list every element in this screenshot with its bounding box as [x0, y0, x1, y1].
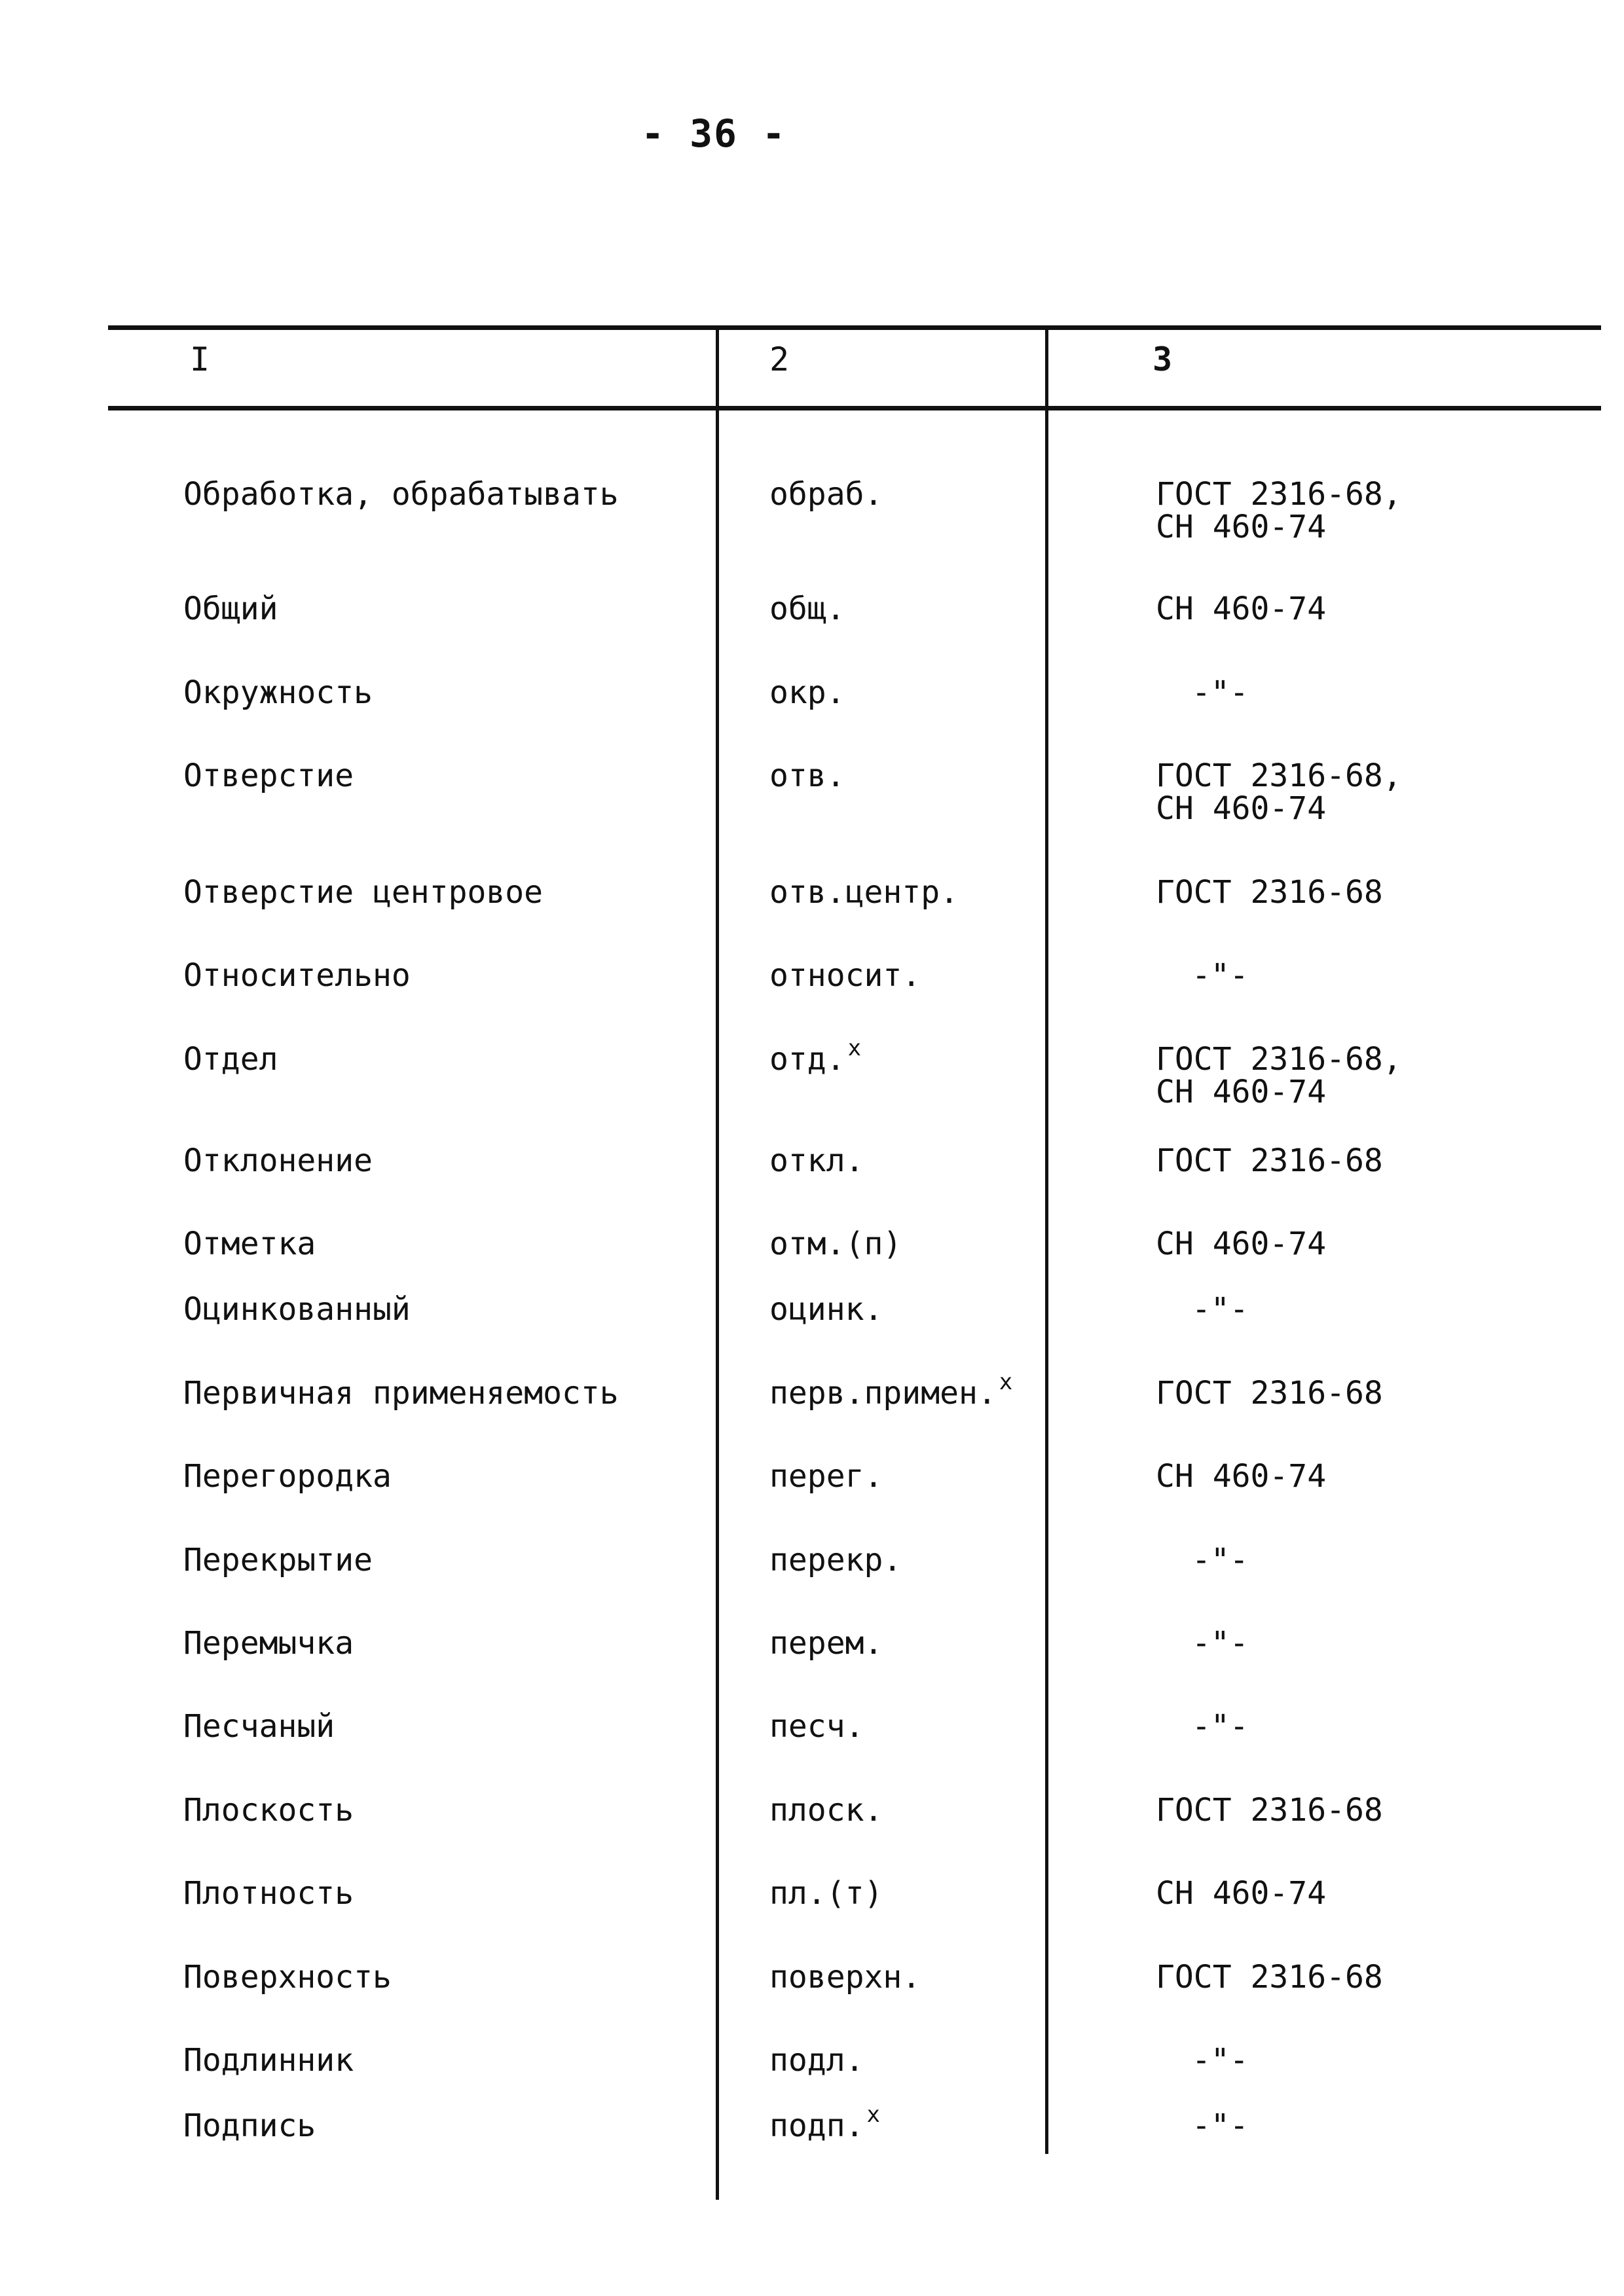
table-row	[0, 1627, 1624, 1666]
abbreviation-cell	[769, 1228, 902, 1260]
abbreviation-text: пл.(т)	[769, 1875, 883, 1912]
term-cell: Перекрытие	[183, 1542, 373, 1578]
standard-reference-cell: СН 460-74	[1156, 1875, 1327, 1912]
table-row	[0, 1544, 1624, 1583]
term-cell: Подлинник	[183, 2042, 354, 2079]
table-row	[0, 876, 1624, 915]
table-row	[0, 1144, 1624, 1184]
abbreviation-cell	[769, 2044, 864, 2077]
table-row	[0, 676, 1624, 716]
abbreviation-cell	[769, 1035, 862, 1079]
table-row	[0, 1961, 1624, 2000]
table-row	[0, 1877, 1624, 1916]
abbreviation-text: относит.	[769, 957, 921, 994]
table-row	[0, 1293, 1624, 1332]
table-row	[0, 959, 1624, 998]
abbreviation-text: отв.центр.	[769, 874, 959, 911]
abbreviation-cell	[769, 1710, 864, 1743]
table-row	[0, 1710, 1624, 1749]
standard-reference-cell: ГОСТ 2316-68, СН 460-74	[1156, 1041, 1402, 1110]
term-cell: Относительно	[183, 957, 411, 994]
table-row	[0, 1369, 1624, 1416]
table-row	[0, 1035, 1624, 1110]
abbreviation-cell	[769, 1877, 883, 1910]
table-row	[0, 1228, 1624, 1267]
abbreviation-text: окр.	[769, 674, 845, 711]
page-number: - 36 -	[641, 111, 786, 156]
ditto-mark: -"-	[1192, 2042, 1249, 2079]
abbreviation-text: перег.	[769, 1458, 883, 1495]
abbreviation-cell	[769, 1544, 902, 1576]
abbreviation-cell	[769, 1627, 883, 1660]
standard-reference-cell: ГОСТ 2316-68	[1156, 874, 1383, 911]
standard-reference-cell: ГОСТ 2316-68	[1156, 1959, 1383, 1995]
table-row	[0, 476, 1624, 545]
ditto-mark: -"-	[1192, 1291, 1249, 1328]
abbreviation-text: песч.	[769, 1708, 864, 1745]
abbreviation-text: перекр.	[769, 1542, 902, 1578]
table-row	[0, 1794, 1624, 1833]
term-cell: Перегородка	[183, 1458, 392, 1495]
abbreviation-cell	[769, 876, 959, 909]
standard-reference-cell: СН 460-74	[1156, 1226, 1327, 1262]
standard-reference-cell: СН 460-74	[1156, 591, 1327, 627]
term-cell: Отверстие центровое	[183, 874, 544, 911]
abbreviation-text: общ.	[769, 591, 845, 627]
standard-reference-cell: ГОСТ 2316-68	[1156, 1375, 1383, 1412]
term-cell: Песчаный	[183, 1708, 335, 1745]
abbreviation-cell	[769, 478, 883, 511]
term-cell: Плотность	[183, 1875, 354, 1912]
term-cell: Окружность	[183, 674, 373, 711]
term-cell: Плоскость	[183, 1792, 354, 1829]
footnote-mark: x	[847, 1035, 862, 1061]
standard-reference-cell: ГОСТ 2316-68, СН 460-74	[1156, 476, 1402, 545]
abbreviation-cell	[769, 2102, 880, 2145]
term-cell: Поверхность	[183, 1959, 392, 1995]
abbreviation-text: поверхн.	[769, 1959, 921, 1995]
abbreviation-cell	[769, 1460, 883, 1493]
standard-reference-cell: ГОСТ 2316-68	[1156, 1142, 1383, 1179]
abbreviation-text: отм.(п)	[769, 1226, 902, 1262]
abbreviation-text: отд.	[769, 1041, 845, 1078]
abbreviation-text: обраб.	[769, 476, 883, 513]
footnote-mark: x	[999, 1369, 1013, 1395]
abbreviation-cell	[769, 676, 845, 709]
standard-reference-cell: ГОСТ 2316-68, СН 460-74	[1156, 757, 1402, 827]
abbreviation-text: подп.	[769, 2107, 864, 2144]
table-row	[0, 2102, 1624, 2149]
column-header-3: 3	[1153, 340, 1173, 378]
ditto-mark: -"-	[1192, 957, 1249, 994]
standard-reference-cell: СН 460-74	[1156, 1458, 1327, 1495]
table-header-rule	[108, 406, 1601, 410]
footnote-mark: x	[866, 2102, 880, 2128]
term-cell: Обработка, обрабатывать	[183, 476, 619, 513]
ditto-mark: -"-	[1192, 674, 1249, 711]
term-cell: Отклонение	[183, 1142, 373, 1179]
term-cell: Общий	[183, 591, 278, 627]
term-cell: Подпись	[183, 2107, 316, 2144]
abbreviation-text: оцинк.	[769, 1291, 883, 1328]
abbreviation-text: отв.	[769, 757, 845, 794]
abbreviation-text: откл.	[769, 1142, 864, 1179]
column-header-2: 2	[769, 340, 790, 378]
abbreviation-cell	[769, 1144, 864, 1177]
term-cell: Оцинкованный	[183, 1291, 411, 1328]
standard-reference-cell: ГОСТ 2316-68	[1156, 1792, 1383, 1829]
term-cell: Отдел	[183, 1041, 278, 1078]
table-row	[0, 592, 1624, 632]
column-header-1: I	[190, 340, 210, 378]
abbreviation-cell	[769, 759, 845, 792]
term-cell: Первичная применяемость	[183, 1375, 619, 1412]
abbreviation-text: плоск.	[769, 1792, 883, 1829]
table-row	[0, 1460, 1624, 1499]
abbreviation-cell	[769, 1961, 921, 1994]
abbreviation-cell	[769, 959, 921, 992]
abbreviation-text: перв.примен.	[769, 1375, 997, 1412]
ditto-mark: -"-	[1192, 1708, 1249, 1745]
abbreviation-text: перем.	[769, 1625, 883, 1662]
abbreviation-cell	[769, 1794, 883, 1827]
table-row	[0, 757, 1624, 827]
abbreviation-text: подл.	[769, 2042, 864, 2079]
table-row	[0, 2044, 1624, 2083]
abbreviation-cell	[769, 592, 845, 625]
table-top-rule	[108, 325, 1601, 330]
abbreviation-cell	[769, 1369, 1013, 1413]
term-cell: Отметка	[183, 1226, 316, 1262]
term-cell: Отверстие	[183, 757, 354, 794]
term-cell: Перемычка	[183, 1625, 354, 1662]
ditto-mark: -"-	[1192, 1625, 1249, 1662]
ditto-mark: -"-	[1192, 2107, 1249, 2144]
ditto-mark: -"-	[1192, 1542, 1249, 1578]
abbreviation-cell	[769, 1293, 883, 1326]
